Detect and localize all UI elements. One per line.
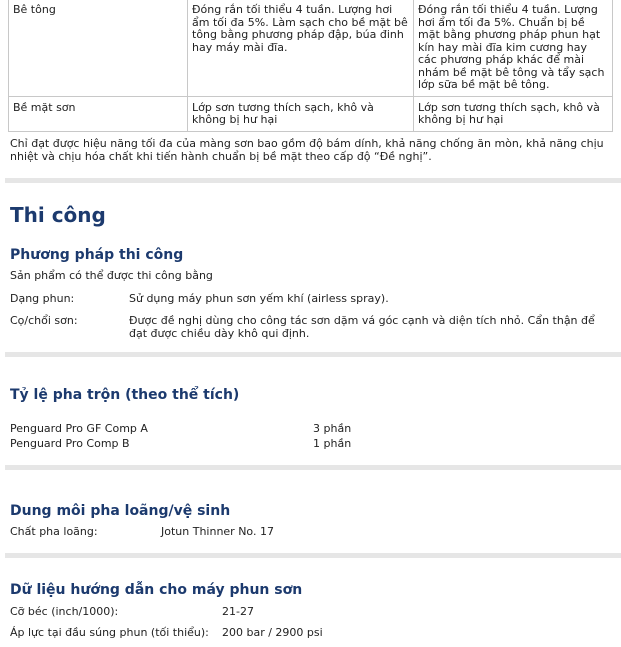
recommended-prep-cell: Đóng rắn tối thiểu 4 tuần. Lượng hơi ẩm tối đa 5%. Chuẩn bị bề mặt bằng phương pháp phun hạt kín hay mài đĩa kim cương hay các phương pháp khác để mài nhám bề mặt bê tông và tẩy sạch lớp sữa bề mặt bê tông. — [414, 0, 613, 96]
section-divider — [5, 352, 621, 357]
mix-component: Penguard Pro Comp B — [10, 437, 130, 450]
spray-label: Cỡ béc (inch/1000): — [10, 605, 119, 618]
table-row — [9, 96, 613, 131]
spray-value: 21-27 — [222, 605, 254, 618]
mix-parts: 1 phần — [313, 437, 352, 450]
spray-label: Áp lực tại đầu súng phun (tối thiểu): — [10, 626, 209, 639]
mixing-heading: Tỷ lệ pha trộn (theo thể tích) — [10, 387, 240, 403]
spray-heading: Dữ liệu hướng dẫn cho máy phun sơn — [10, 582, 303, 598]
section-divider — [5, 178, 621, 183]
thinner-heading: Dung môi pha loãng/vệ sinh — [10, 503, 231, 519]
minimum-prep-cell: Đóng rắn tối thiểu 4 tuần. Lượng hơi ẩm tối đa 5%. Làm sạch cho bề mặt bê tông bằng phương pháp đập, búa đinh hay máy mài đĩa. — [188, 0, 414, 96]
method-value: Sử dụng máy phun sơn yếm khí (airless spray). — [129, 292, 389, 305]
recommended-prep-cell: Lớp sơn tương thích sạch, khô và không bị hư hại — [414, 96, 613, 131]
mix-component: Penguard Pro GF Comp A — [10, 422, 148, 435]
thinner-value: Jotun Thinner No. 17 — [161, 525, 274, 538]
section-divider — [5, 553, 621, 558]
thinner-label: Chất pha loãng: — [10, 525, 98, 538]
method-value: Được đề nghị dùng cho công tác sơn dặm vá góc cạnh và diện tích nhỏ. Cẩn thận để đạt được chiều dày khô qui định. — [129, 314, 595, 340]
section-divider — [5, 465, 621, 470]
method-heading: Phương pháp thi công — [10, 247, 184, 263]
surface-cell: Bê tông — [9, 0, 188, 96]
performance-note: Chỉ đạt được hiệu năng tối đa của màng sơn bao gồm độ bám dính, khả năng chống ăn mòn, khả năng chịu nhiệt và chịu hóa chất khi tiến hành chuẩn bị bề mặt theo cấp độ “Đề nghị”. — [10, 137, 604, 163]
method-label: Cọ/chổi sơn: — [10, 314, 78, 327]
surface-cell: Bề mặt sơn — [9, 96, 188, 131]
method-intro: Sản phẩm có thể được thi công bằng — [10, 269, 213, 282]
surface-preparation-table — [8, 0, 613, 132]
mix-parts: 3 phần — [313, 422, 352, 435]
spray-value: 200 bar / 2900 psi — [222, 626, 323, 639]
section-title-application: Thi công — [10, 203, 106, 227]
table-row — [9, 0, 613, 96]
method-label: Dạng phun: — [10, 292, 75, 305]
minimum-prep-cell: Lớp sơn tương thích sạch, khô và không bị hư hại — [188, 96, 414, 131]
